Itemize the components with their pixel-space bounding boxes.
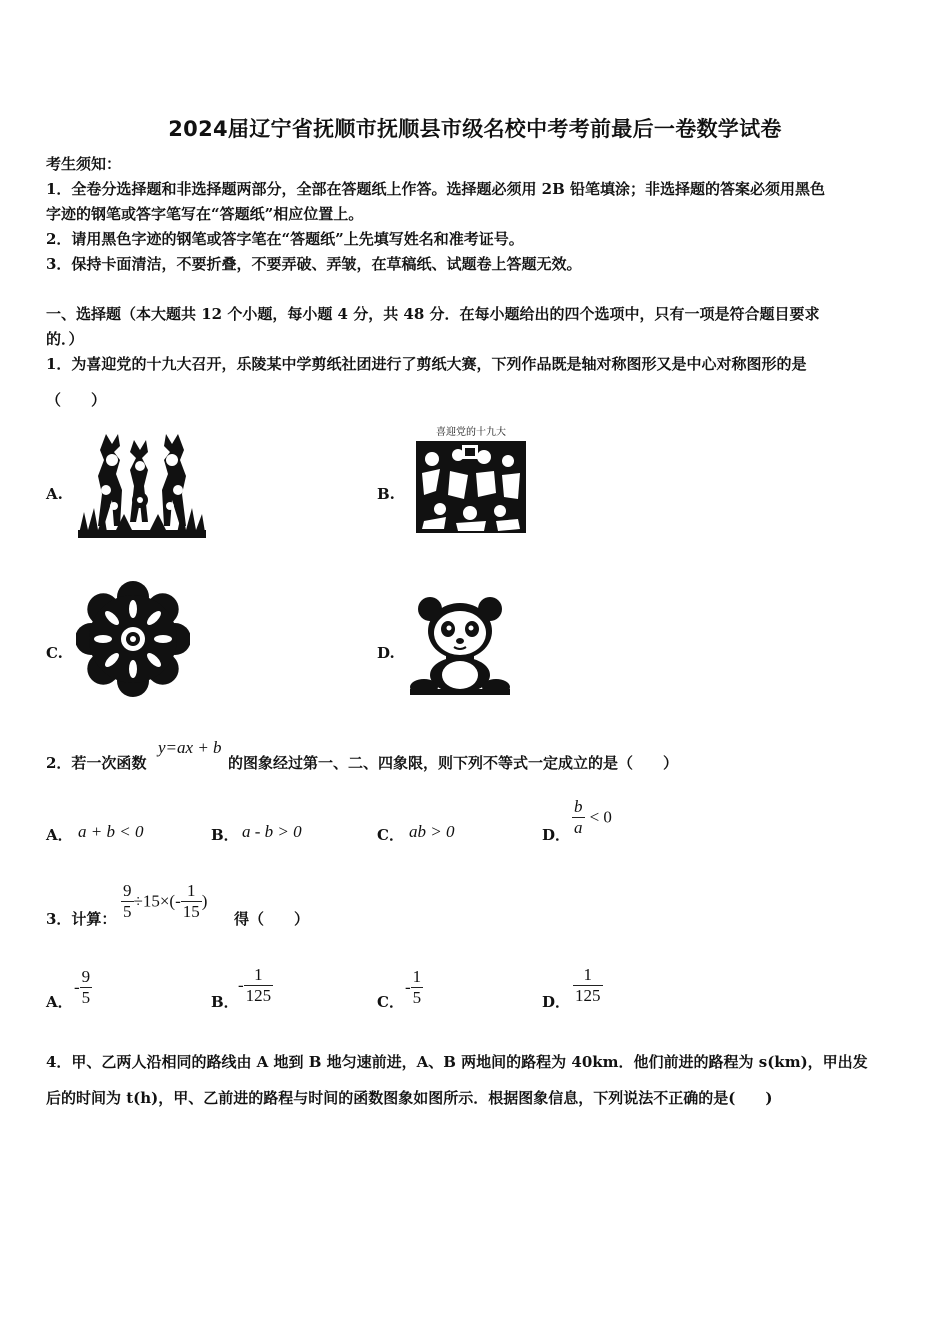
- notice-line-3: 3．保持卡面清洁，不要折叠，不要弄破、弄皱，在草稿纸、试题卷上答题无效。: [46, 255, 582, 273]
- q3-option-d-expr: [573, 965, 603, 1006]
- q2-d-tail: < 0: [589, 807, 612, 827]
- papercut-b-caption: 喜迎党的十九大: [436, 427, 506, 438]
- q3-c-numerator: 1: [412, 967, 422, 986]
- flower-papercut-image: [76, 580, 190, 698]
- section-heading-1: 一、选择题（本大题共 12 个小题，每小题 4 分，共 48 分．在每小题给出的四个选项中，只有一项是符合题目要求: [46, 305, 820, 323]
- q3-option-a-label[interactable]: A．: [46, 993, 73, 1011]
- q3-d-numerator: 1: [583, 965, 592, 984]
- q3-d-denominator: 125: [575, 986, 601, 1005]
- q1-option-a-label[interactable]: A.: [46, 485, 63, 503]
- q3-f2-numerator: 1: [187, 881, 196, 900]
- q3-b-denominator: 125: [245, 986, 272, 1005]
- q2-option-d-fraction: [572, 797, 612, 838]
- q3-mid: ÷15×(-: [133, 891, 181, 911]
- q2-option-a-label[interactable]: A．: [46, 826, 73, 844]
- q2-prefix: 2．若一次函数: [46, 754, 147, 772]
- q3-option-c-expr: [405, 967, 423, 1008]
- q1-option-c-label[interactable]: C.: [46, 644, 63, 662]
- q2-d-denominator: a: [574, 818, 583, 837]
- q4-line-2: 后的时间为 t(h)，甲、乙前进的路程与时间的函数图象如图所示．根据图象信息，下列说法不正确的是( ): [46, 1089, 773, 1107]
- q3-f1-numerator: 9: [123, 881, 132, 900]
- notice-line-1a: 1．全卷分选择题和非选择题两部分，全部在答题纸上作答。选择题必须用 2B 铅笔填涂；非选择题的答案必须用黑色: [46, 180, 826, 198]
- notice-heading: 考生须知：: [46, 155, 122, 173]
- q3-option-b-expr: [238, 965, 273, 1006]
- q3-suffix: 得（ ）: [234, 910, 310, 928]
- q3-option-d-label[interactable]: D．: [542, 993, 571, 1011]
- notice-line-1b: 字迹的钢笔或答字笔写在“答题纸”相应位置上。: [46, 205, 364, 223]
- q3-a-denominator: 5: [81, 988, 91, 1007]
- q2-option-a-expr: a + b < 0: [78, 822, 144, 841]
- q3-c-denominator: 5: [412, 988, 422, 1007]
- q1-paren: （ ）: [46, 391, 107, 409]
- q3-option-a-expr: [74, 967, 92, 1008]
- q2-option-c-label[interactable]: C．: [377, 826, 404, 844]
- q2-d-numerator: b: [574, 797, 583, 816]
- q3-f2-denominator: 15: [182, 902, 200, 921]
- q1-option-d-label[interactable]: D.: [377, 644, 395, 662]
- q3-c-sign: -: [405, 977, 411, 997]
- q3-expression: [121, 881, 207, 922]
- q4-line-1: 4．甲、乙两人沿相同的路线由 A 地到 B 地匀速前进，A、B 两地间的路程为 40km．他们前进的路程为 s(km)，甲出发: [46, 1053, 868, 1071]
- page-title: 2024届辽宁省抚顺市抚顺县市级名校中考考前最后一卷数学试卷: [168, 117, 782, 141]
- q1-option-b-label[interactable]: B.: [377, 485, 395, 503]
- q3-close: ): [201, 891, 208, 911]
- q2-formula: y=ax + b: [158, 738, 222, 757]
- q2-suffix: 的图象经过第一、二、四象限，则下列不等式一定成立的是（ ）: [228, 754, 679, 772]
- q2-option-b-expr: a - b > 0: [242, 822, 302, 841]
- q2-option-d-label[interactable]: D．: [542, 826, 571, 844]
- q3-a-numerator: 9: [81, 967, 91, 986]
- q3-b-numerator: 1: [254, 965, 263, 984]
- q3-option-c-label[interactable]: C．: [377, 993, 404, 1011]
- notice-line-2: 2．请用黑色字迹的钢笔或答字笔在“答题纸”上先填写姓名和准考证号。: [46, 230, 524, 248]
- deer-papercut-image: [76, 430, 208, 540]
- q3-a-sign: -: [74, 977, 80, 997]
- section-heading-2: 的．）: [46, 330, 84, 348]
- q3-option-b-label[interactable]: B．: [211, 993, 239, 1011]
- panda-papercut-image: [410, 595, 510, 698]
- q3-f1-denominator: 5: [123, 902, 132, 921]
- q2-option-b-label[interactable]: B．: [211, 826, 239, 844]
- crowd-papercut-image: [410, 421, 532, 536]
- q1-text: 1．为喜迎党的十九大召开，乐陵某中学剪纸社团进行了剪纸大赛，下列作品既是轴对称图形又是中心对称图形的是: [46, 355, 807, 373]
- q3-b-sign: -: [238, 975, 244, 995]
- q3-prefix: 3．计算：: [46, 910, 117, 928]
- q2-option-c-expr: ab > 0: [409, 822, 455, 841]
